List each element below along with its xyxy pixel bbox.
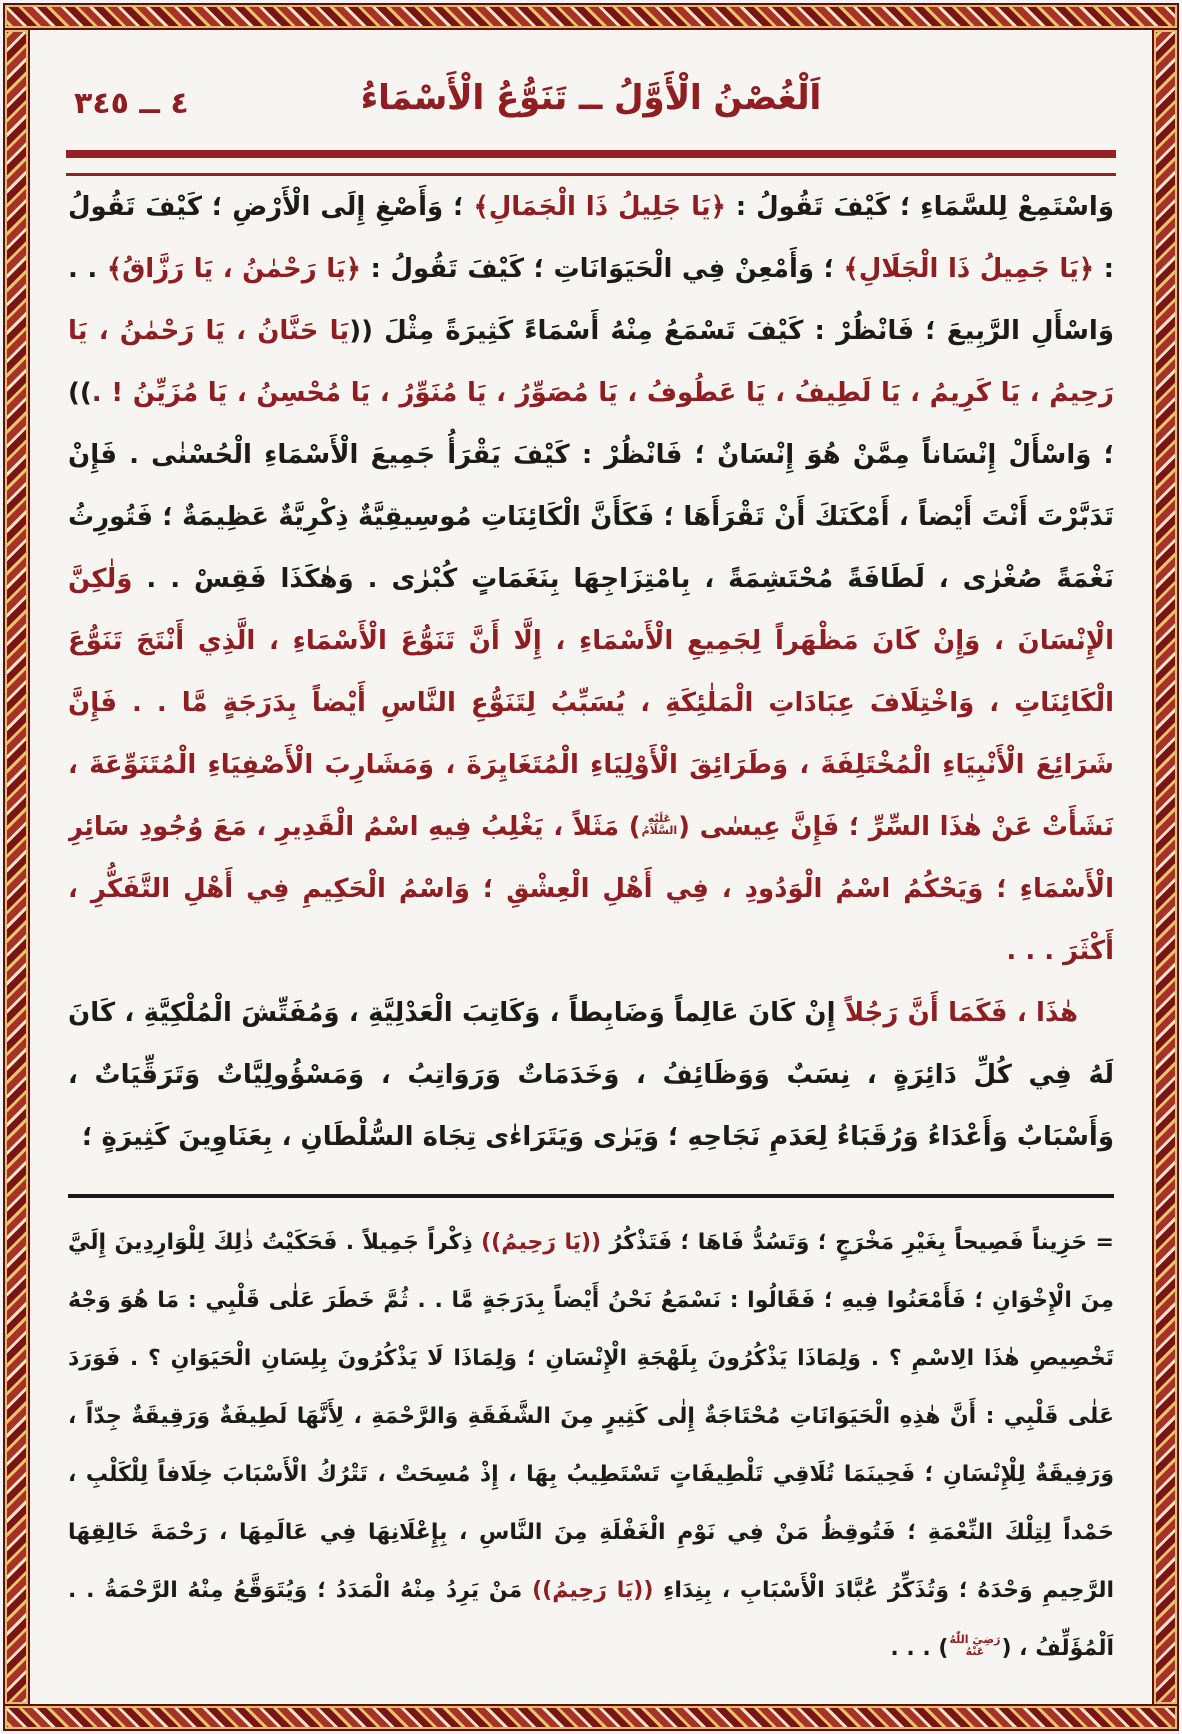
text-segment: . . . [890,1636,939,1661]
ornamental-border-right [1152,28,1179,1706]
text-segment: وَلٰكِنَّ الْإِنْسَانَ ، وَإِنْ كَانَ مَظْهَراً لِجَمِيعِ الْأَسْمَاءِ ، إِلَّا أَنَّ تَنَوُّعَ الْأَسْمَاءِ ، الَّذِي أَنْتَجَ تَنَوُّعَ الْكَائِنَاتِ ، وَاخْتِلَافَ عِبَادَاتِ الْمَلٰئِكَةِ ، يُسَبِّبُ لِتَنَوُّعِ النَّاسِ أَيْضاً بِدَرَجَةٍ مَّا . . فَإِنَّ شَرَائِعَ الْأَنْبِيَاءِ الْمُخْتَلِفَةَ ، وَطَرَائِقَ الْأَوْلِيَاءِ الْمُتَغَايِرَةَ ، وَمَشَارِبَ الْأَصْفِيَاءِ الْمُتَنَوِّعَةَ ، نَشَأَتْ عَنْ هٰذَا السِّرِّ ؛ فَإِنَّ عِيسٰى [68,564,1114,842]
ornamental-border-left [3,28,30,1706]
page-number: ٤ ــ ٣٤٥ [74,86,189,121]
text-segment: ﴿يَا رَحْمٰنُ ، يَا رَزَّاقُ﴾ [106,254,361,284]
text-segment: . . وَاسْأَلِ الرَّبِيعَ ؛ فَانْظُرْ : كَيْفَ تَسْمَعُ مِنْهُ أَسْمَاءً كَثِيرَةً مِثْلَ (( [68,254,1114,346]
alayhis-salam-seal: ( عَلَيْهِ السَّلَامُ ) [628,811,691,842]
page-title: اَلْغُصْنُ الْأَوَّلُ ــ تَنَوُّعُ الْأَسْمَاءُ [360,78,822,118]
ornamental-border-bottom [3,1704,1179,1731]
header-double-rule [66,150,1116,176]
text-segment: مَثَلاً ، يَغْلِبُ فِيهِ اسْمُ الْقَدِيرِ ، مَعَ وُجُودِ سَائِرِ الْأَسْمَاءِ ؛ وَيَحْكُمُ اسْمُ الْوَدُودِ ، فِي أَهْلِ الْعِشْقِ ؛ وَاسْمُ الْحَكِيمِ فِي أَهْلِ التَّفَكُّرِ ، أَكْثَرَ . . . [68,812,1114,966]
text-segment: يَا حَنَّانُ ، يَا رَحْمٰنُ ، يَا رَحِيمُ ، يَا كَرِيمُ ، يَا لَطِيفُ ، يَا عَطُوفُ ، يَا مُصَوِّرُ ، يَا مُنَوِّرُ ، يَا مُحْسِنُ ، يَا مُزَيِّنُ ! . [68,316,1114,408]
text-segment: ؛ وَأَصْغِ إِلَى الْأَرْضِ ؛ كَيْفَ تَقُولُ : [68,192,1114,284]
text-segment: ذِكْراً جَمِيلاً . فَحَكَيْتُ ذٰلِكَ لِلْوَارِدِينَ إِلَيَّ مِنَ الْإِخْوَانِ ؛ فَأَمْعَنُوا فِيهِ ؛ فَقَالُوا : نَسْمَعُ نَحْنُ أَيْضاً بِدَرَجَةٍ مَّا . . ثُمَّ خَطَرَ عَلٰى قَلْبِي : مَا هُوَ وَجْهُ تَخْصِيصِ هٰذَا الِاسْمِ ؟ . وَلِمَاذَا يَذْكُرُونَ بِلَهْجَةِ الْإِنْسَانِ ؛ وَلِمَاذَا لَا يَذْكُرُونَ بِلِسَانِ الْحَيَوَانِ ؟ . فَوَرَدَ عَلٰى قَلْبِي : أَنَّ هٰذِهِ الْحَيَوَانَاتِ مُحْتَاجَةٌ إِلٰى كَثِيرٍ مِنَ الشَّفَقَةِ وَالرَّحْمَةِ ، لِأَنَّهَا لَطِيفَةٌ وَرَقِيقَةٌ جِدّاً ، وَرَفِيقَةٌ لِلْإِنْسَانِ ؛ فَحِينَمَا تُلَاقِي تَلْطِيفَاتٍ تَسْتَطِيبُ بِهَا ، إِذْ مُسِحَتْ ، تَتْرُكُ الْأَسْبَابَ خِلَافاً لِلْكَلْبِ ، حَمْداً لِتِلْكَ النِّعْمَةِ ؛ فَتُوقِظُ مَنْ فِي نَوْمِ الْغَفْلَةِ مِنَ النَّاسِ ، بِإِعْلَانِهَا فِي عَالَمِهَا ، رَحْمَةَ خَالِقِهَا الرَّحِيمِ وَحْدَهُ ؛ وَتُذَكِّرُ عُبَّادَ الْأَسْبَابِ ، بِنِدَاءِ [68,1230,1114,1603]
text-segment: وَاسْتَمِعْ لِلسَّمَاءِ ؛ كَيْفَ تَقُولُ : [725,192,1114,222]
text-segment: ﴿يَا جَمِيلُ ذَا الْجَلَالِ﴾ [843,254,1095,284]
paragraph [68,176,1114,982]
author-honorific-seal: ( رَضِيَ اللّٰهُ عَنْهُ ) [938,1633,1012,1661]
text-segment: مَنْ يَرِدُ مِنْهُ الْمَدَدُ ؛ وَيُتَوَقَّعُ مِنْهُ الرَّحْمَةُ . . اَلْمُؤَلِّفُ ، [68,1578,1114,1661]
footnote-block [68,1194,1114,1678]
text-segment: = حَزِيناً فَصِيحاً بِغَيْرِ مَخْرَجٍ ؛ وَتَسُدُّ فَاهَا ؛ فَتَذْكُرُ [601,1230,1114,1255]
text-segment: ﴿يَا جَلِيلُ ذَا الْجَمَالِ﴾ [473,192,726,222]
text-segment: هٰذَا ، فَكَمَا أَنَّ رَجُلاً [835,998,1079,1028]
footnote-separator-rule [68,1194,1114,1198]
paragraph [68,982,1114,1168]
ornamental-border-top [3,3,1179,30]
body-text [68,176,1114,1168]
text-segment: )) ؛ وَاسْأَلْ إِنْسَاناً مِمَّنْ هُوَ إِنْسَانٌ ؛ فَانْظُرْ : كَيْفَ يَقْرَأُ جَمِيعَ الْأَسْمَاءِ الْحُسْنٰى . فَإِنْ تَدَبَّرْتَ أَنْتَ أَيْضاً ، أَمْكَنَكَ أَنْ تَقْرَأَهَا ؛ فَكَأَنَّ الْكَائِنَاتِ مُوسِيقِيَّةٌ ذِكْرِيَّةٌ عَظِيمَةٌ ؛ فَتُورِثُ نَغْمَةً صُغْرٰى ، لَطَافَةً مُحْتَشِمَةً ، بِامْتِزَاجِهَا بِنَغَمَاتٍ كُبْرٰى . وَهٰكَذَا فَقِسْ . . [68,378,1114,594]
text-segment: إِنْ كَانَ عَالِماً وَضَابِطاً ، وَكَاتِبَ الْعَدْلِيَّةِ ، وَمُفَتِّشَ الْمُلْكِيَّةِ ، كَانَ لَهُ فِي كُلِّ دَائِرَةٍ ، نِسَبٌ وَوَظَائِفُ ، وَخَدَمَاتٌ وَرَوَاتِبُ ، وَمَسْؤُولِيَّاتٌ وَتَرَقِّيَاتٌ ، وَأَسْبَابٌ وَأَعْدَاءُ وَرُقَبَاءُ لِعَدَمِ نَجَاحِهِ ؛ وَيَرٰى وَيَتَرَاءٰى تِجَاهَ السُّلْطَانِ ، بِعَنَاوِينَ كَثِيرَةٍ ؛ [68,998,1114,1152]
page-header [68,74,1114,144]
footnote-text [68,1214,1114,1678]
text-segment: ((يَا رَحِيمُ)) [481,1230,602,1255]
text-segment: ؛ وَأَمْعِنْ فِي الْحَيَوَانَاتِ ؛ كَيْفَ تَقُولُ : [361,254,844,284]
text-segment: ((يَا رَحِيمُ)) [532,1578,654,1603]
